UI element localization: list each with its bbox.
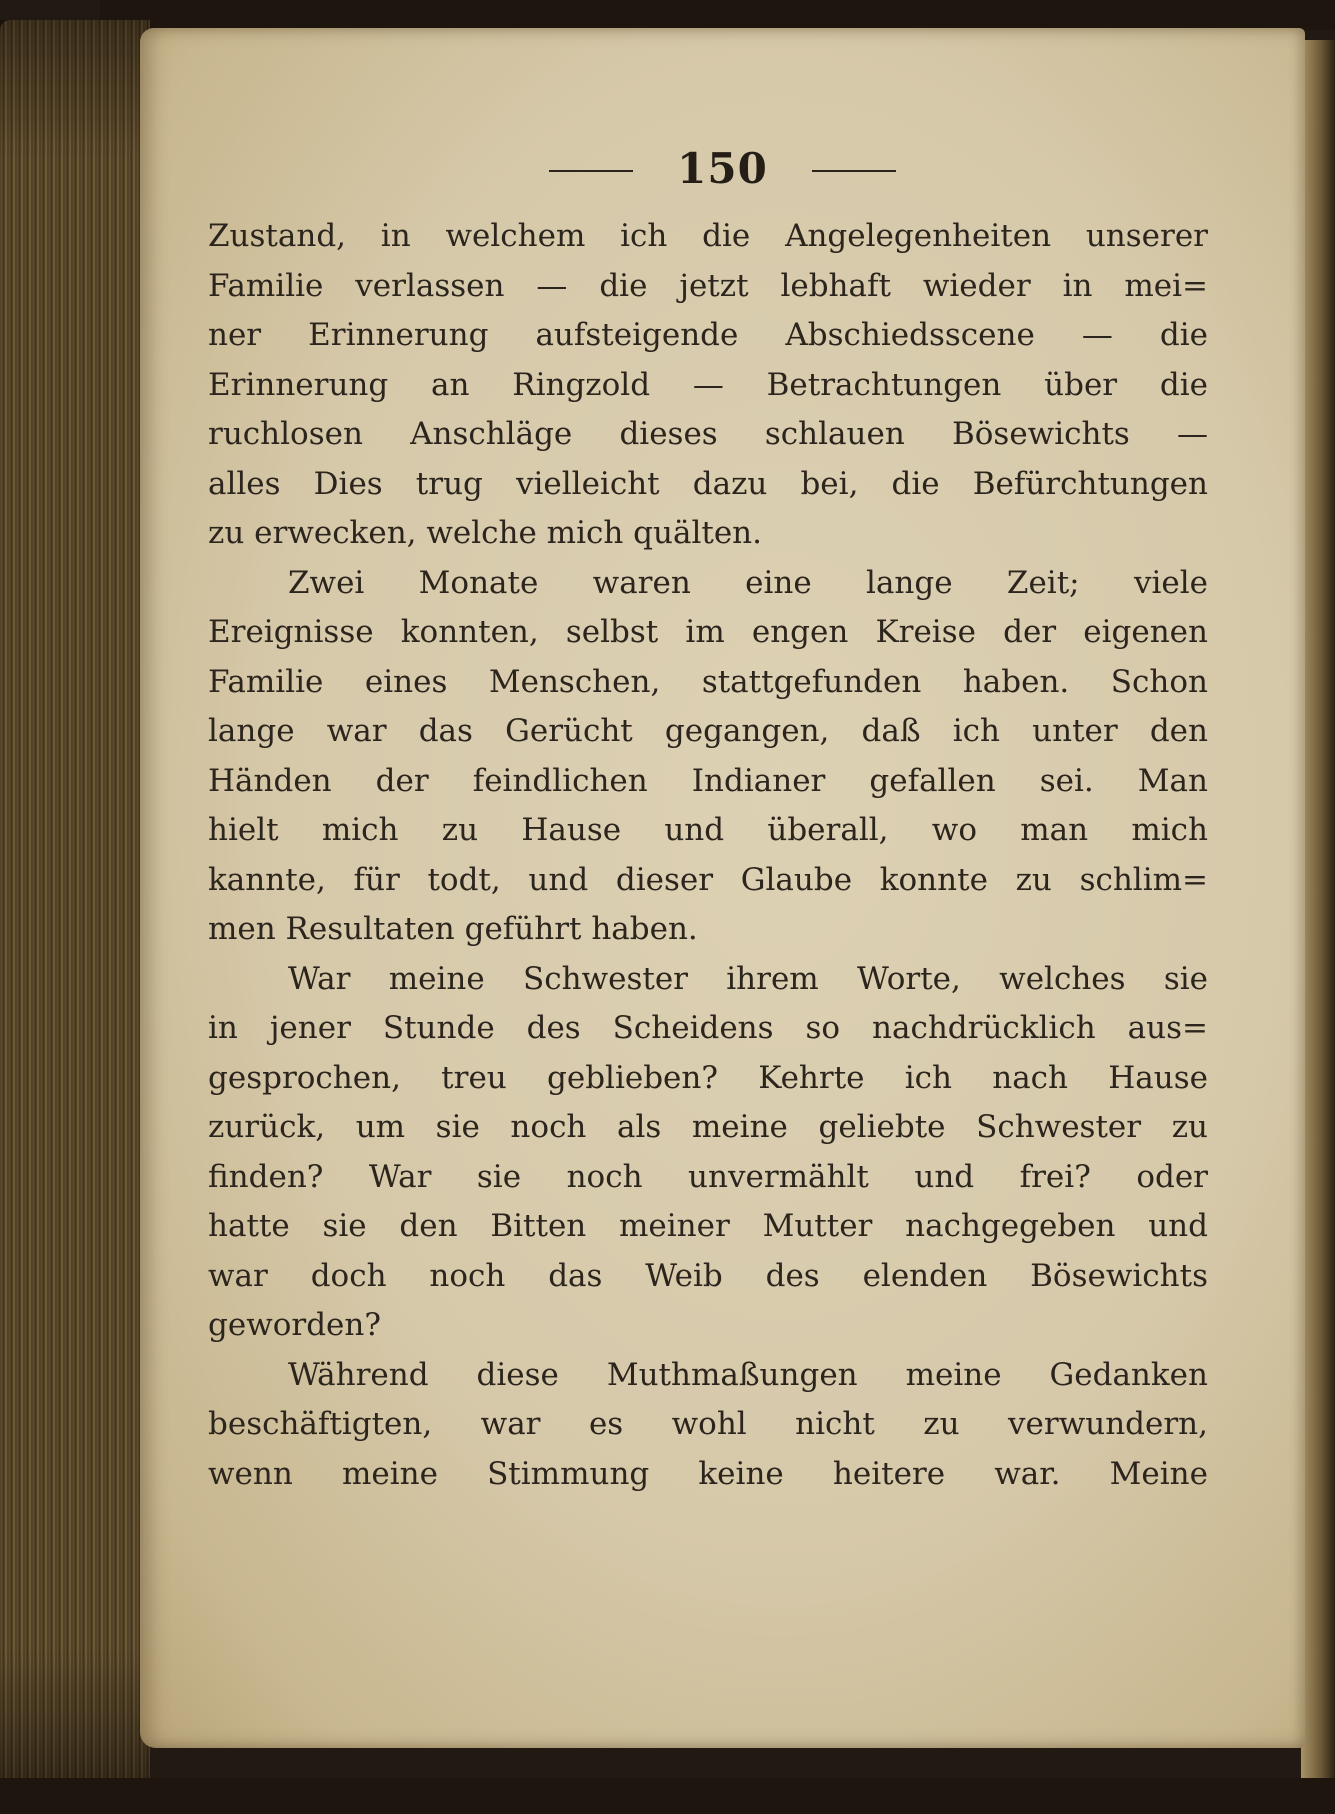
text-line: men Resultaten geführt haben. (208, 911, 698, 947)
text-line: ruchlosen Anschläge dieses schlauen Bösewichts — (208, 416, 1208, 452)
text-line: Erinnerung an Ringzold — Betrachtungen über die (208, 366, 1208, 403)
page-edge-stack (0, 20, 150, 1790)
text-line: Während diese Muthmaßungen meine Gedanken (288, 1356, 1208, 1393)
text-line: alles Dies trug vielleicht dazu bei, die Befürchtungen (208, 465, 1208, 502)
facing-page-edge (1301, 40, 1335, 1780)
text-line: wenn meine Stimmung keine heitere war. Meine (208, 1455, 1208, 1492)
text-line: zurück, um sie noch als meine geliebte Schwester zu (208, 1109, 1208, 1145)
text-line: beschäftigten, war es wohl nicht zu verwundern, (208, 1406, 1208, 1442)
text-line: hatte sie den Bitten meiner Mutter nachgegeben und (208, 1208, 1208, 1244)
text-line: Familie eines Menschen, stattgefunden haben. Schon (208, 663, 1208, 700)
scan-background-bottom (0, 1778, 1335, 1814)
text-line: in jener Stunde des Scheidens so nachdrücklich aus= (208, 1010, 1208, 1046)
text-line: Zwei Monate waren eine lange Zeit; viele (288, 564, 1208, 601)
text-line: kannte, für todt, und dieser Glaube konnte zu schlim= (208, 861, 1208, 898)
text-line: ner Erinnerung aufsteigende Abschiedsscene — die (208, 317, 1208, 353)
text-line: war doch noch das Weib des elenden Bösewichts (208, 1257, 1208, 1294)
text-line: geworden? (208, 1307, 381, 1343)
text-line: zu erwecken, welche mich quälten. (208, 515, 763, 551)
text-line: lange war das Gerücht gegangen, daß ich unter den (208, 713, 1208, 749)
page-number: 150 (677, 143, 768, 193)
header-rule-right (812, 170, 896, 172)
text-line: hielt mich zu Hause und überall, wo man mich (208, 812, 1208, 848)
text-line: Zustand, in welchem ich die Angelegenheiten unserer (208, 218, 1208, 254)
page-body-text (208, 212, 1208, 1499)
text-line: finden? War sie noch unvermählt und frei? oder (208, 1158, 1208, 1195)
text-line: War meine Schwester ihrem Worte, welches sie (288, 960, 1208, 997)
header-rule-left (549, 170, 633, 172)
text-line: Ereignisse konnten, selbst im engen Kreise der eigenen (208, 614, 1208, 650)
text-line: Familie verlassen — die jetzt lebhaft wieder in mei= (208, 267, 1208, 304)
page-header (140, 138, 1305, 198)
text-line: Händen der feindlichen Indianer gefallen sei. Man (208, 762, 1208, 799)
scan-background-top (100, 0, 1335, 30)
text-line: gesprochen, treu geblieben? Kehrte ich nach Hause (208, 1059, 1208, 1096)
